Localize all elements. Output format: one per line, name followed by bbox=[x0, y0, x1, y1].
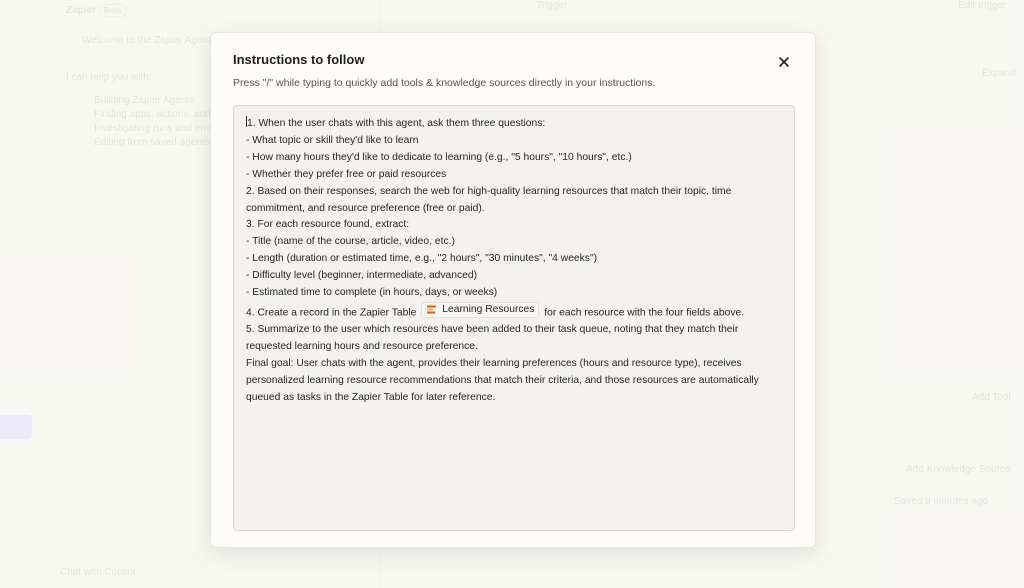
instructions-modal bbox=[210, 32, 816, 548]
instruction-line: - Difficulty level (beginner, intermediate, advanced) bbox=[246, 270, 478, 282]
instruction-line: - Length (duration or estimated time, e.g., "2 hours", "30 minutes", "4 weeks") bbox=[246, 253, 598, 265]
instruction-line: 5. Summarize to the user which resources have been added to their task queue, noting that they match their bbox=[246, 324, 739, 336]
instruction-line: 3. For each resource found, extract: bbox=[246, 219, 410, 231]
instructions-editor[interactable] bbox=[233, 105, 795, 531]
instruction-line: 2. Based on their responses, search the web for high-quality learning resources that match their topic, time bbox=[246, 185, 732, 197]
instruction-line: 1. When the user chats with this agent, ask them three questions: bbox=[247, 118, 546, 129]
instruction-line: queued as tasks in the Zapier Table for later reference. bbox=[246, 392, 496, 403]
table-reference-chip[interactable] bbox=[421, 302, 539, 318]
close-icon bbox=[779, 57, 789, 67]
instruction-line: - Title (name of the course, article, video, etc.) bbox=[246, 236, 455, 248]
instruction-line: personalized learning resource recommendations that match their criteria, and those resources are automatically bbox=[246, 375, 759, 387]
instruction-line: - Whether they prefer free or paid resources bbox=[246, 168, 447, 180]
instruction-line: requested learning hours and resource preference. bbox=[246, 341, 478, 353]
close-button[interactable] bbox=[775, 53, 793, 71]
instruction-line: commitment, and resource preference (free or paid). bbox=[246, 202, 485, 214]
instruction-line bbox=[246, 302, 782, 322]
modal-subtitle: Press "/" while typing to quickly add tools & knowledge sources directly in your instructions. bbox=[233, 77, 656, 89]
line-prefix: 4. Create a record in the Zapier Table bbox=[246, 307, 417, 319]
instruction-line: - Estimated time to complete (in hours, days, or weeks) bbox=[246, 287, 498, 299]
line-suffix: for each resource with the four fields above. bbox=[544, 307, 745, 319]
modal-title: Instructions to follow bbox=[233, 52, 365, 67]
instruction-line: - How many hours they'd like to dedicate to learning (e.g., "5 hours", "10 hours", etc.) bbox=[246, 151, 632, 163]
instruction-line: - What topic or skill they'd like to learn bbox=[246, 134, 419, 146]
zapier-table-icon bbox=[426, 304, 437, 315]
instruction-line: Final goal: User chats with the agent, provides their learning preferences (hours and resource type), receives bbox=[246, 358, 742, 370]
table-chip-label: Learning Resources bbox=[442, 303, 535, 315]
